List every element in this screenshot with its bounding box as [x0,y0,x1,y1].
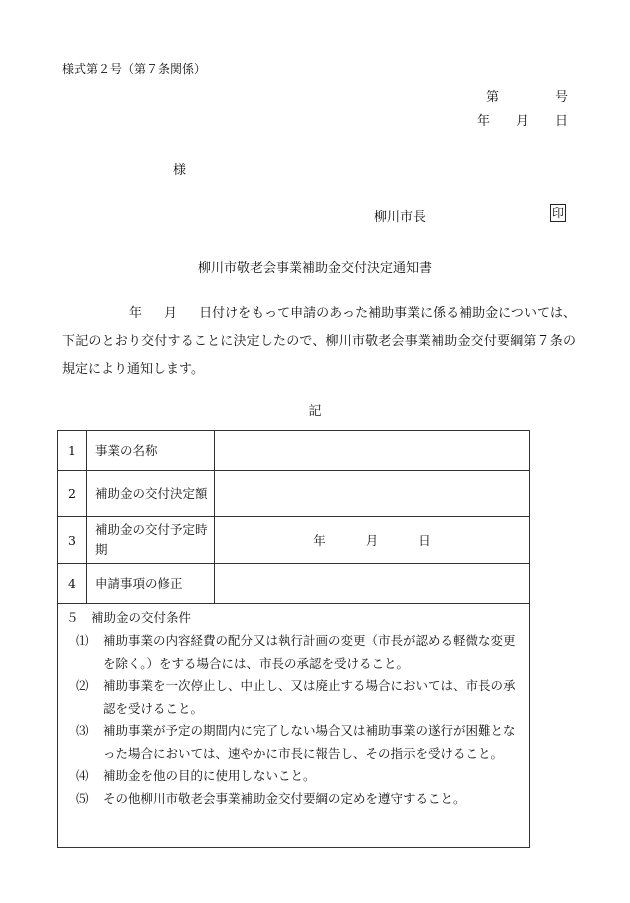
row-number: 3 [58,517,87,564]
condition-text: 補助事業を一次停止し、中止し、又は廃止する場合においては、市長の承認を受けること。 [103,678,516,716]
body-text: 日付けをもって申請のあった補助事業に係る補助金については、下記のとおり交付することに決定したので、柳川市敬老会事業補助金交付要綱第７条の規定により通知します。 [62,306,576,377]
condition-marker: ⑵ [76,678,89,693]
value-day: 日 [418,533,431,548]
row-value [215,517,530,564]
conditions-heading: ５ 補助金の交付条件 [66,610,192,625]
seal-box: 印 [551,206,564,220]
number-prefix: 第 [485,90,499,105]
issue-date [477,110,568,129]
row-label: 補助金の交付決定額 [87,471,215,517]
conditions-box [57,603,530,848]
condition-marker: ⑶ [76,723,89,738]
value-year: 年 [313,533,326,548]
ki-heading: 記 [308,404,322,419]
body-year: 年 [129,306,143,321]
condition-item [76,675,521,720]
row-label: 申請事項の修正 [87,564,215,604]
conditions-list [76,630,521,810]
condition-item [76,765,521,788]
condition-item [76,630,521,675]
condition-text: 補助事業の内容経費の配分又は執行計画の変更（市長が認める軽微な変更を除く。）をする場合には、市長の承認を受けること。 [103,633,516,671]
items-table [57,430,530,604]
condition-text: その他柳川市敬老会事業補助金交付要綱の定めを遵守すること。 [103,790,466,806]
document-number [486,86,568,105]
row-label: 事業の名称 [87,431,215,471]
table-row [58,564,530,604]
row-number: 1 [58,431,87,471]
page-title: 柳川市敬老会事業補助金交付決定通知書 [197,261,432,276]
row-label: 補助金の交付予定時期 [87,517,215,564]
row-number: 4 [58,564,87,604]
table-row [58,471,530,517]
row-value [215,431,530,471]
condition-item [76,720,521,765]
value-month: 月 [365,533,379,548]
body-paragraph [62,300,576,384]
condition-marker: ⑴ [76,633,89,648]
number-suffix: 号 [554,90,568,105]
form-label: 様式第２号（第７条関係） [62,62,207,76]
sender: 柳川市長 [374,210,427,225]
table-row [58,517,530,564]
date-year: 年 [476,114,490,129]
row-value [215,564,530,604]
condition-marker: ⑸ [76,790,89,806]
condition-marker: ⑷ [76,768,89,783]
condition-text: 補助事業が予定の期間内に完了しない場合又は補助事業の遂行が困難となった場合においては、速やかに市長に報告し、その指示を受けること。 [103,723,516,761]
date-month: 月 [515,114,529,129]
condition-item [76,788,521,811]
row-value [215,471,530,517]
date-day: 日 [554,114,568,129]
addressee: 様 [173,163,187,178]
row-number: 2 [58,471,87,517]
body-month: 月 [164,306,178,321]
condition-text: 補助金を他の目的に使用しないこと。 [103,768,316,783]
table-row [58,431,530,471]
